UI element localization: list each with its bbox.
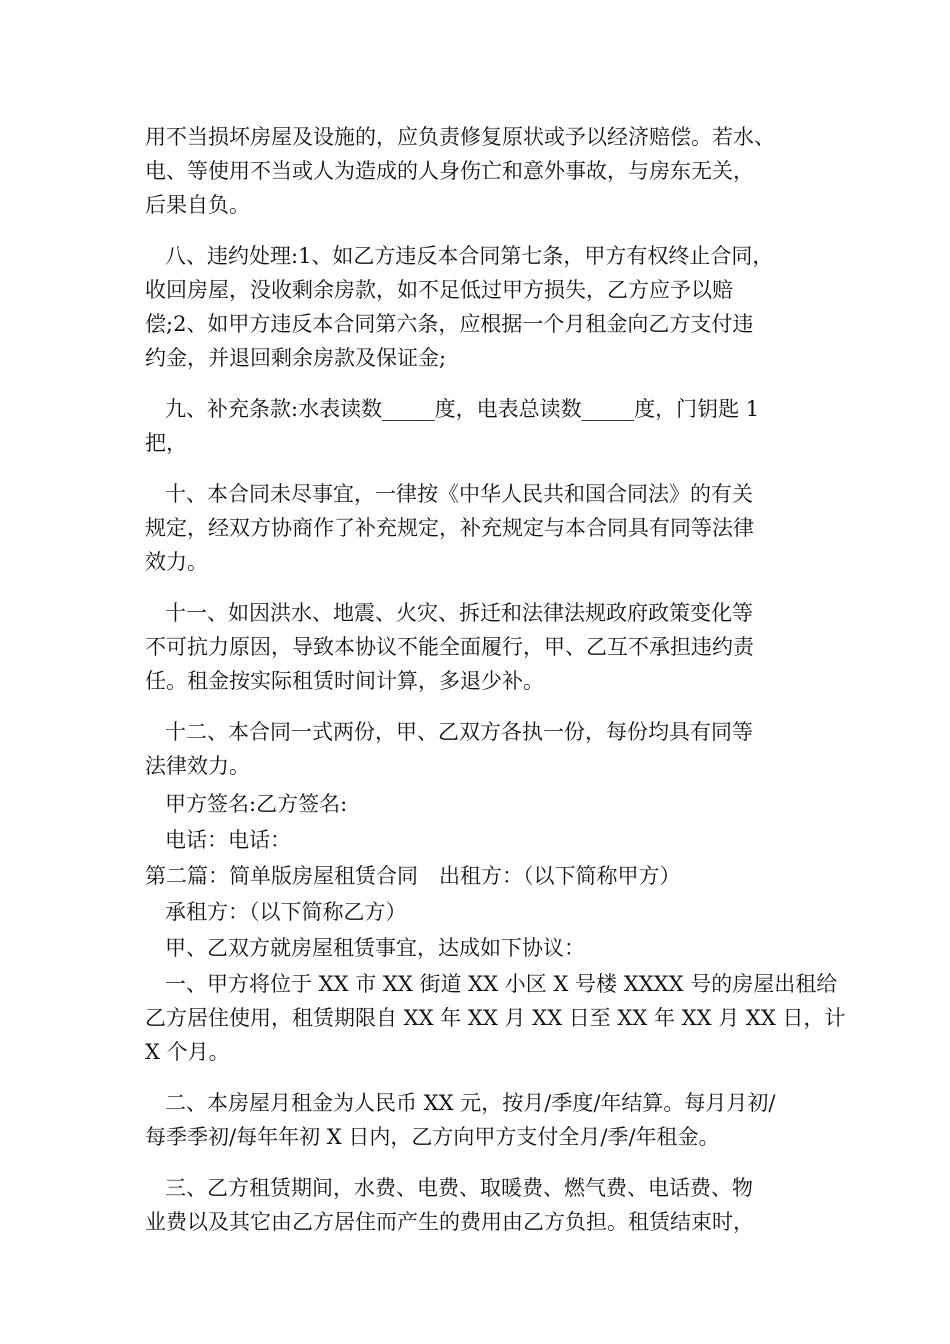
text-line: 把， bbox=[145, 431, 187, 455]
paragraph-utility-fees bbox=[145, 1171, 810, 1239]
document-page bbox=[145, 120, 846, 1239]
text-line: 甲、乙双方就房屋租赁事宜，达成如下协议： bbox=[165, 936, 585, 960]
paragraph-damage-liability bbox=[145, 120, 810, 222]
text-line: 规定，经双方协商作了补充规定，补充规定与本合同具有同等法律 bbox=[145, 516, 754, 540]
text-line: 效力。 bbox=[145, 550, 208, 574]
text-line: 电话：电话： bbox=[165, 828, 291, 852]
paragraph-copies bbox=[145, 715, 810, 783]
text-line: 乙方居住使用，租赁期限自 XX 年 XX 月 XX 日至 XX 年 XX 月 XX 日，计 bbox=[145, 1006, 846, 1030]
text-line: 三、乙方租赁期间，水费、电费、取暖费、燃气费、电话费、物 bbox=[165, 1176, 753, 1200]
paragraph-breach-handling bbox=[145, 239, 810, 375]
text-line: 一、甲方将位于 XX 市 XX 街道 XX 小区 X 号楼 XXXX 号的房屋出租给 bbox=[165, 972, 838, 996]
paragraph-lessee bbox=[145, 895, 810, 929]
text-line: 任。租金按实际租赁时间计算，多退少补。 bbox=[145, 669, 544, 693]
text-line: 不可抗力原因，导致本协议不能全面履行，甲、乙互不承担违约责 bbox=[145, 635, 754, 659]
text-line: 承租方：（以下简称乙方） bbox=[165, 900, 407, 924]
text-line: X 个月。 bbox=[145, 1040, 230, 1064]
text-line: 九、补充条款:水表读数_____度，电表总读数_____度，门钥匙 1 bbox=[165, 397, 760, 421]
paragraph-phones bbox=[145, 823, 810, 857]
text-line: 八、违约处理:1、如乙方违反本合同第七条，甲方有权终止合同， bbox=[165, 244, 774, 268]
paragraph-supplementary-terms bbox=[145, 392, 810, 460]
text-line: 二、本房屋月租金为人民币 XX 元，按月/季度/年结算。每月月初/ bbox=[165, 1091, 776, 1115]
paragraph-signatures bbox=[145, 787, 810, 821]
paragraph-property-location bbox=[145, 967, 846, 1069]
text-line: 十一、如因洪水、地震、火灾、拆迁和法律法规政府政策变化等 bbox=[165, 601, 753, 625]
text-line: 业费以及其它由乙方居住而产生的费用由乙方负担。租赁结束时， bbox=[145, 1210, 754, 1234]
text-line: 每季季初/每年年初 X 日内，乙方向甲方支付全月/季/年租金。 bbox=[145, 1125, 720, 1149]
text-line: 后果自负。 bbox=[145, 193, 250, 217]
text-line: 约金，并退回剩余房款及保证金; bbox=[145, 346, 447, 370]
text-line: 用不当损坏房屋及设施的，应负责修复原状或予以经济赔偿。若水、 bbox=[145, 125, 775, 149]
text-line: 电、等使用不当或人为造成的人身伤亡和意外事故，与房东无关， bbox=[145, 159, 754, 183]
paragraph-force-majeure bbox=[145, 596, 810, 698]
text-line: 第二篇：简单版房屋租赁合同 出租方：（以下简称甲方） bbox=[145, 864, 681, 888]
text-line: 偿;2、如甲方违反本合同第六条，应根据一个月租金向乙方支付违 bbox=[145, 312, 754, 336]
paragraph-monthly-rent bbox=[145, 1086, 810, 1154]
text-line: 收回房屋，没收剩余房款，如不足低过甲方损失，乙方应予以赔 bbox=[145, 278, 733, 302]
paragraph-agreement-intro bbox=[145, 931, 810, 965]
text-line: 十、本合同未尽事宜，一律按《中华人民共和国合同法》的有关 bbox=[165, 482, 753, 506]
text-line: 甲方签名:乙方签名: bbox=[165, 792, 348, 816]
paragraph-unresolved-matters bbox=[145, 477, 810, 579]
paragraph-second-article-heading bbox=[145, 859, 810, 893]
text-line: 法律效力。 bbox=[145, 754, 250, 778]
text-line: 十二、本合同一式两份，甲、乙双方各执一份，每份均具有同等 bbox=[165, 720, 753, 744]
